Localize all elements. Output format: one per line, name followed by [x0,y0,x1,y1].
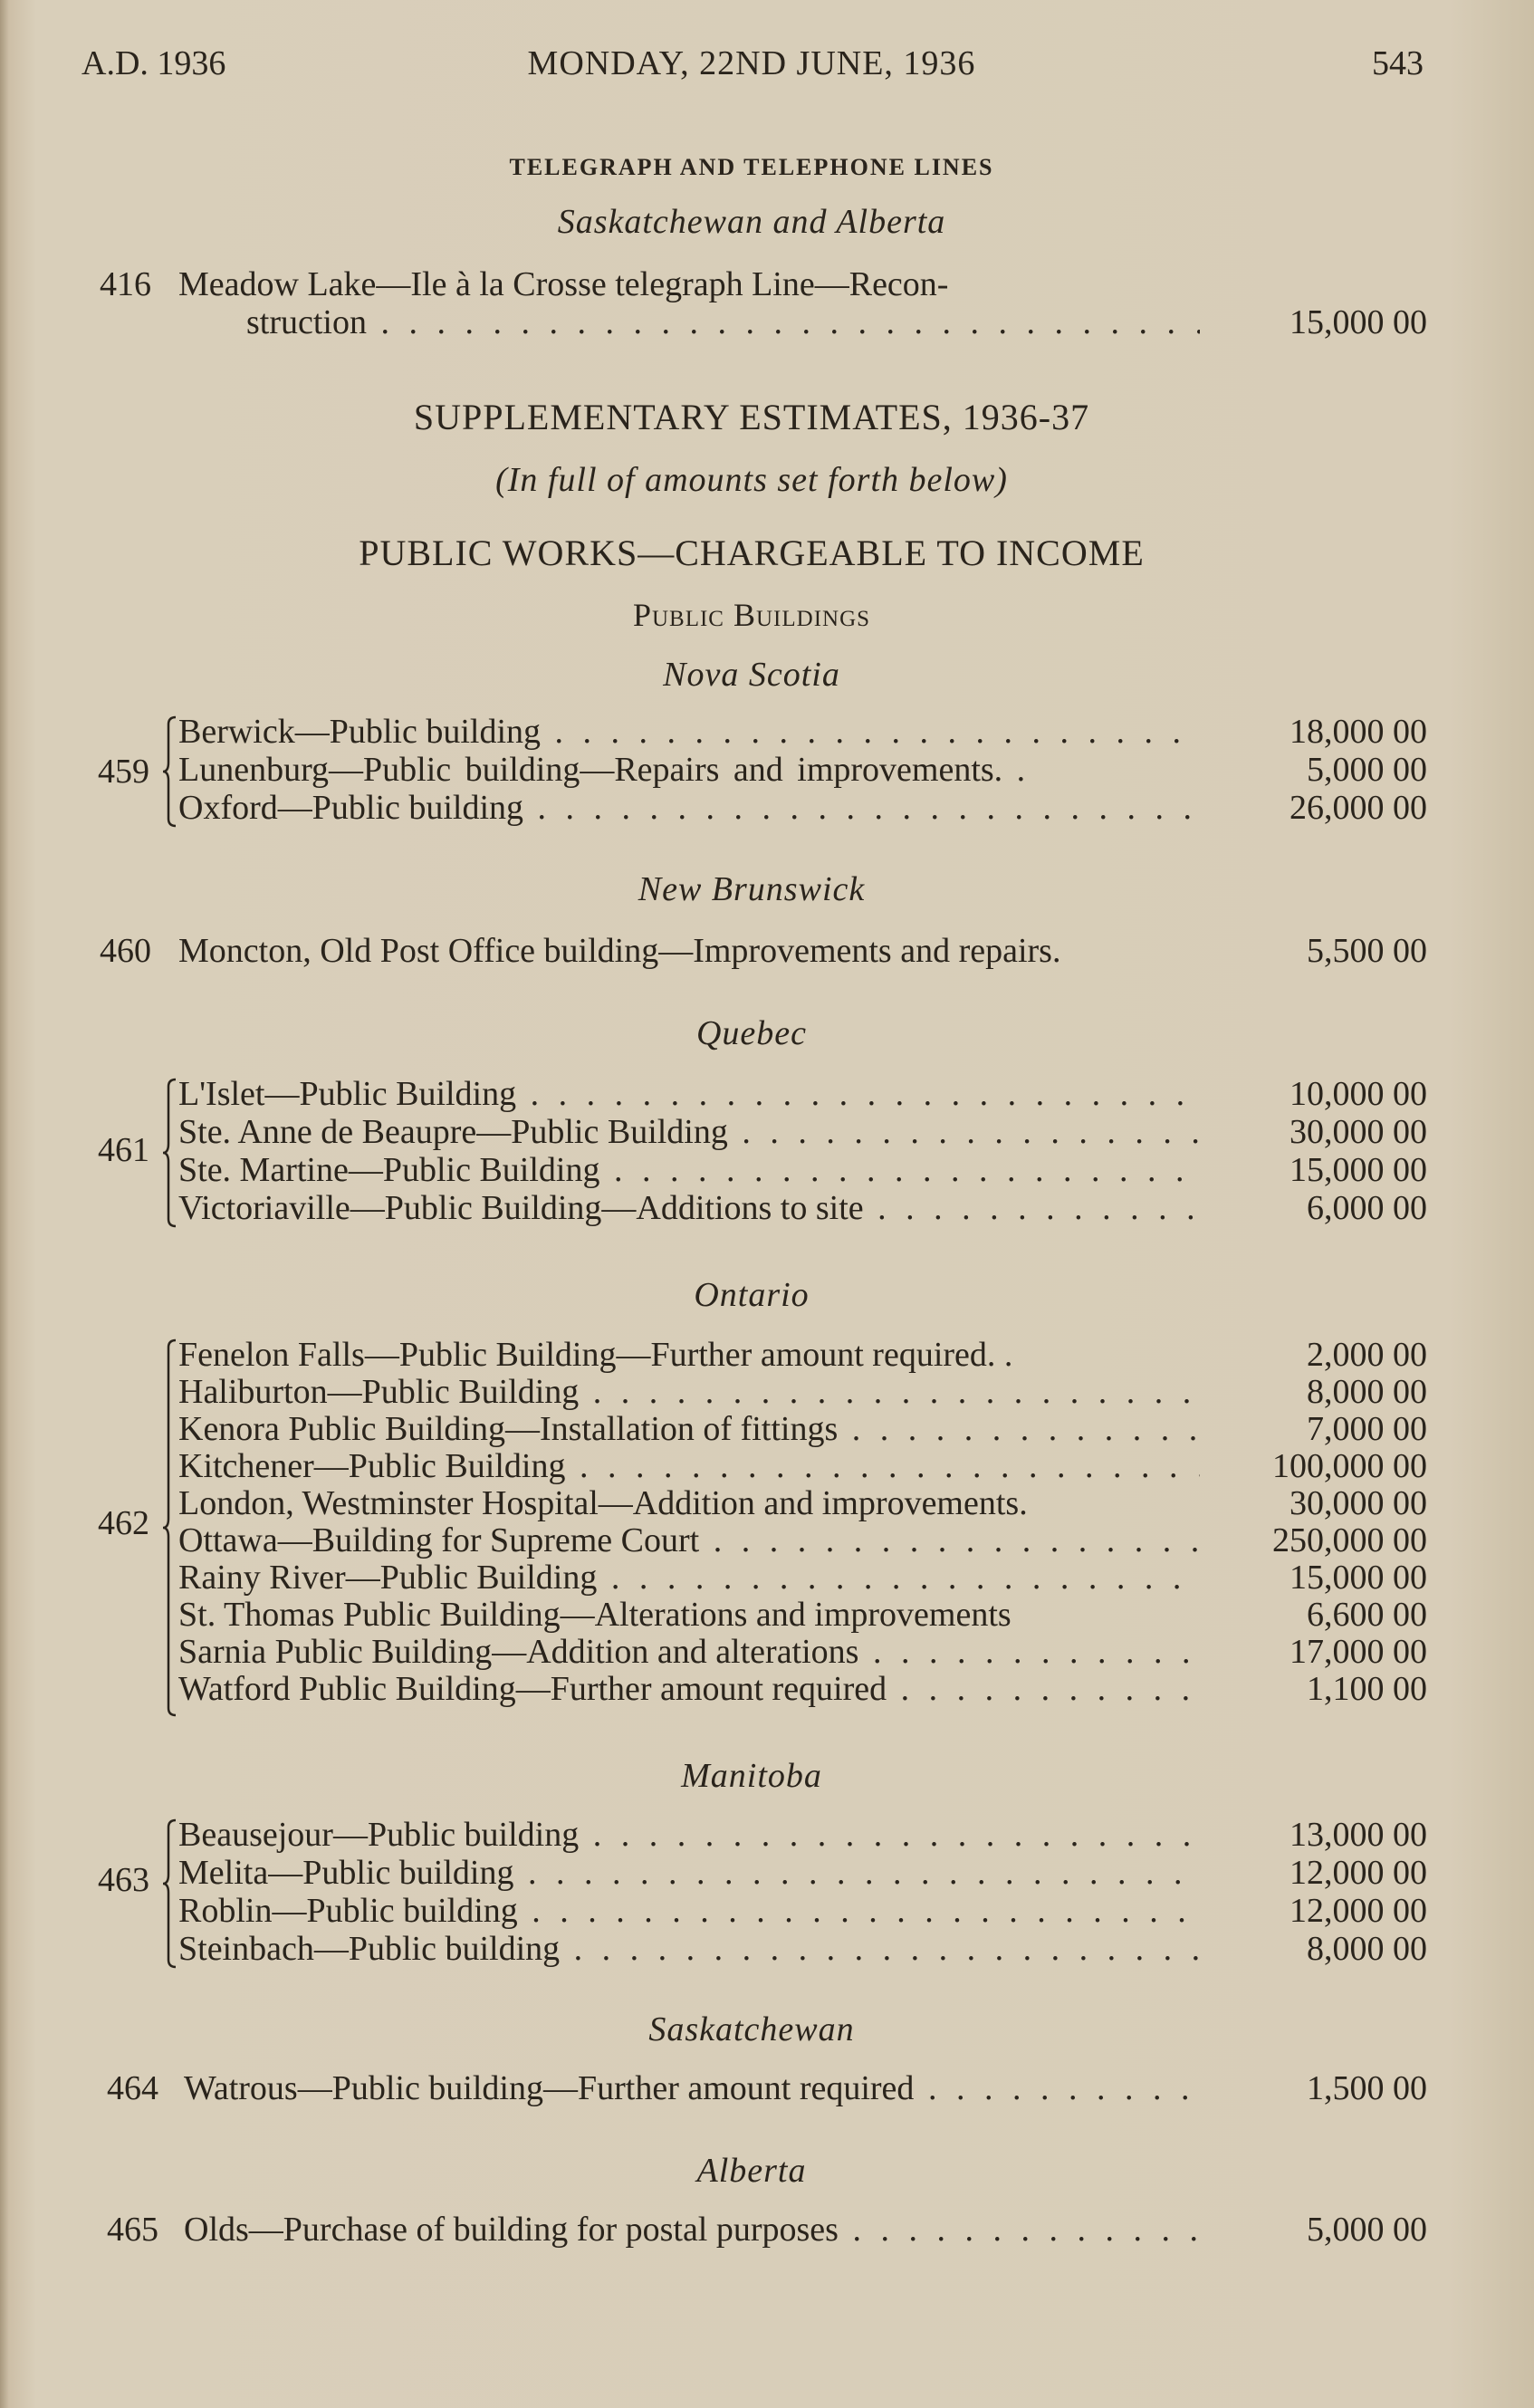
list-item [0,1150,1534,1190]
list-item [0,1632,1534,1672]
item-text: Moncton, Old Post Office building—Improvements and repairs. [178,932,1061,970]
telegraph-heading: TELEGRAPH AND TELEPHONE LINES [509,154,994,180]
item-text: Berwick—Public building . . . [178,712,1200,752]
list-item [0,1929,1534,1969]
item-text: Watford Public Building—Further amount required . . . [178,1669,1200,1709]
item-number: 462 [98,1504,149,1542]
item-text: Rainy River—Public Building . . . [178,1558,1200,1597]
item-amount: 30,000 00 [1290,1484,1427,1522]
item-text: Watrous—Public building—Further amount required . . . [184,2068,1200,2108]
item-text: Melita—Public building . . . [178,1853,1200,1893]
item-text: Oxford—Public building . . . [178,788,1200,828]
item-464 [0,2068,1534,2108]
province-alberta: Alberta [696,2152,807,2190]
list-item [0,1409,1534,1449]
item-text: Lunenburg—Public building—Repairs and improvements. . [178,751,1026,789]
item-number: 461 [98,1131,149,1169]
supplementary-title: SUPPLEMENTARY ESTIMATES, 1936-37 [413,397,1090,437]
item-text: L'Islet—Public Building . . . [178,1074,1200,1114]
item-amount: 1,500 00 [1307,2069,1427,2107]
item-number: 460 [100,932,151,970]
item-text: Steinbach—Public building . . . [178,1929,1200,1969]
list-item [0,1521,1534,1560]
item-amount: 1,100 00 [1307,1670,1427,1708]
header-date: MONDAY, 22ND JUNE, 1936 [527,44,976,82]
item-number: 464 [107,2069,158,2107]
list-item [0,788,1534,828]
province-nova-scotia: Nova Scotia [663,656,840,694]
page-header [0,43,1534,98]
province-quebec: Quebec [695,1014,808,1052]
item-amount: 6,600 00 [1307,1596,1427,1634]
item-text: Ottawa—Building for Supreme Court . . . [178,1521,1200,1560]
subsection-title: Public Buildings [632,597,871,633]
item-text: Ste. Martine—Public Building . . . [178,1150,1200,1190]
item-amount: 7,000 00 [1307,1410,1427,1448]
item-text: Beausejour—Public building . . . [178,1815,1200,1855]
item-amount: 26,000 00 [1290,789,1427,827]
item-text: Roblin—Public building . . . [178,1891,1200,1931]
item-number: 463 [98,1861,149,1899]
list-item [0,1558,1534,1597]
list-item [0,1335,1534,1375]
item-460 [0,931,1534,971]
item-text: Haliburton—Public Building . . . [178,1372,1200,1412]
item-465 [0,2210,1534,2250]
item-amount: 13,000 00 [1290,1816,1427,1854]
item-text: Sarnia Public Building—Addition and alterations . . . [178,1632,1200,1672]
list-item [0,1074,1534,1114]
item-text: London, Westminster Hospital—Addition and improvements. [178,1484,1028,1522]
item-text: Meadow Lake—Ile à la Crosse telegraph Line—Recon- [178,265,949,303]
list-item [0,1188,1534,1228]
item-amount: 5,000 00 [1307,2211,1427,2249]
item-amount: 5,500 00 [1307,932,1427,970]
item-text: Fenelon Falls—Public Building—Further amount required. . [178,1336,1013,1374]
item-amount: 18,000 00 [1290,713,1427,751]
item-number: 459 [98,753,149,791]
list-item [0,1483,1534,1523]
item-text: Kenora Public Building—Installation of fittings . . . [178,1409,1200,1449]
item-text: struction . . . [246,302,1200,342]
item-amount: 8,000 00 [1307,1373,1427,1411]
item-number: 416 [100,265,151,303]
list-item [0,1595,1534,1635]
list-item [0,750,1534,790]
item-amount: 15,000 00 [1290,1559,1427,1597]
item-text: Kitchener—Public Building . . . [178,1446,1200,1486]
province-manitoba: Manitoba [681,1757,822,1795]
province-new-brunswick: New Brunswick [638,870,866,908]
page-number: 543 [1372,44,1424,82]
item-amount: 17,000 00 [1290,1633,1427,1671]
item-amount: 250,000 00 [1272,1521,1427,1559]
item-416-line1 [0,264,1534,304]
list-item [0,1112,1534,1152]
list-item [0,1446,1534,1486]
item-text: Ste. Anne de Beaupre—Public Building . . . [178,1112,1200,1152]
item-amount: 12,000 00 [1290,1892,1427,1930]
item-text: St. Thomas Public Building—Alterations and improvements [178,1596,1011,1634]
list-item [0,1669,1534,1709]
item-amount: 15,000 00 [1290,1151,1427,1189]
item-amount: 30,000 00 [1290,1113,1427,1151]
item-amount: 15,000 00 [1290,303,1427,341]
header-year: A.D. 1936 [81,44,226,82]
item-amount: 2,000 00 [1307,1336,1427,1374]
item-text: Olds—Purchase of building for postal purposes . . . [184,2210,1200,2250]
province-ontario: Ontario [694,1276,810,1314]
telegraph-subheading: Saskatchewan and Alberta [557,203,946,241]
item-amount: 8,000 00 [1307,1930,1427,1968]
list-item [0,712,1534,752]
supplementary-subtitle: (In full of amounts set forth below) [495,461,1008,499]
list-item [0,1853,1534,1893]
item-text: Victoriaville—Public Building—Additions to site . . . [178,1188,1200,1228]
list-item [0,1891,1534,1931]
province-saskatchewan: Saskatchewan [648,2010,855,2048]
item-amount: 10,000 00 [1290,1075,1427,1113]
item-416-line2 [0,302,1534,342]
list-item [0,1815,1534,1855]
item-amount: 12,000 00 [1290,1854,1427,1892]
section-title: PUBLIC WORKS—CHARGEABLE TO INCOME [359,532,1145,573]
item-amount: 6,000 00 [1307,1189,1427,1227]
item-amount: 5,000 00 [1307,751,1427,789]
list-item [0,1372,1534,1412]
item-amount: 100,000 00 [1272,1447,1427,1485]
item-number: 465 [107,2211,158,2249]
